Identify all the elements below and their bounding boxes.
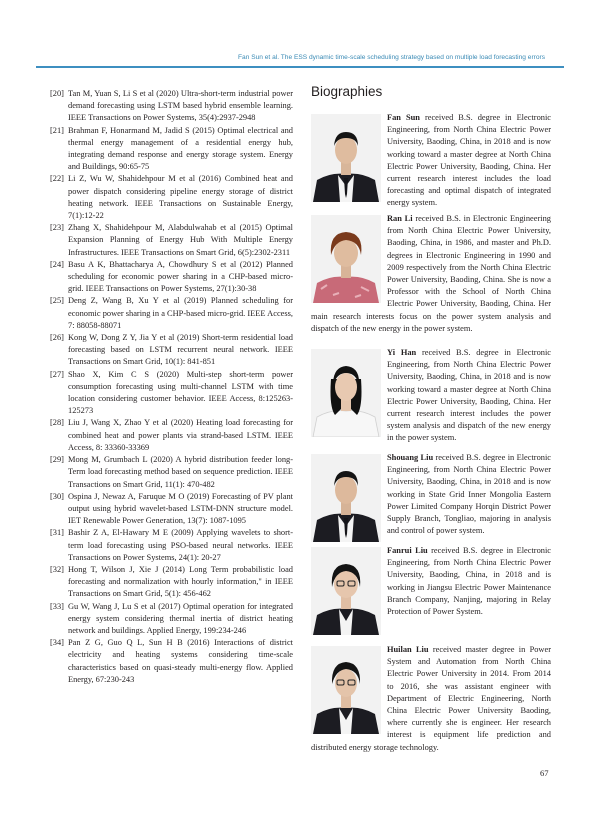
- author-name: Yi Han: [387, 348, 417, 357]
- reference-item: [50, 88, 293, 125]
- reference-text: Shao X, Kim C S (2020) Multi-step short-term power consumption forecasting using multi-channel LSTM with time location considering customer behavior. IEEE Access, 8:125263-125273: [68, 369, 293, 416]
- author-bio-text: received B.S. degree in Electronic Engineering, from North China Electric Power University, Baoding, China, in 2018 and is working in Jiangsu Electric Power Maintenance Branch Company, Nanjing, majoring in Relay Protection of Power System.: [387, 546, 551, 617]
- author-photo: [311, 349, 381, 437]
- reference-item: [50, 173, 293, 222]
- reference-item: [50, 417, 293, 454]
- author-name: Ran Li: [387, 214, 413, 223]
- reference-number: [28]: [50, 418, 64, 428]
- reference-item: [50, 259, 293, 296]
- reference-number: [23]: [50, 223, 64, 233]
- author-name: Huilan Liu: [387, 645, 429, 654]
- biography-shouang-liu: [311, 452, 551, 544]
- reference-list: [50, 88, 293, 686]
- author-bio-text: received B.S. degree in Electronic Engineering, from North China Electric Power University, Baoding, China, in 2018 and is now working in State Grid Inner Mongolia Eastern Power Limited Company Horqin District Power Supply Branch, Tongliao, majoring in analysis and control of power system.: [387, 453, 551, 536]
- author-photo: [311, 646, 381, 734]
- reference-text: Basu A K, Bhattacharya A, Chowdhury S et al (2012) Planned scheduling for economic power sharing in a CHP-based micro-grid. IEEE Transactions on Power Systems, 27(1):30-38: [68, 259, 293, 294]
- reference-item: [50, 601, 293, 638]
- author-photo: [311, 114, 381, 202]
- running-header: Fan Sun et al. The ESS dynamic time-scale scheduling strategy based on multiple load forecasting errors: [238, 54, 546, 61]
- reference-number: [22]: [50, 174, 64, 184]
- author-name: Shouang Liu: [387, 453, 434, 462]
- author-bio-text: received B.S. degree in Electronic Engineering, from North China Electric Power University, Baoding, China, in 2018 and is now working toward a master degree at North China Electric Power University, Baoding, China. Her current research interest includes the power system analysis and dispatch of the new energy in the power system.: [387, 348, 551, 443]
- reference-text: Kong W, Dong Z Y, Jia Y et al (2019) Short-term residential load forecasting based on LSTM recurrent neural network. IEEE Transactions on Smart Grid, 10(1): 841-851: [68, 333, 293, 367]
- header-rule: [36, 66, 564, 68]
- reference-number: [31]: [50, 528, 64, 538]
- biography-fanrui-liu: [311, 545, 551, 637]
- reference-item: [50, 295, 293, 332]
- author-photo: [311, 454, 381, 542]
- reference-number: [27]: [50, 369, 64, 379]
- reference-number: [33]: [50, 601, 64, 611]
- reference-number: [30]: [50, 491, 64, 501]
- reference-text: Deng Z, Wang B, Xu Y et al (2019) Planned scheduling for economic power sharing in a CHP-based micro-grid. IEEE Access, 7: 88058-88071: [68, 296, 293, 330]
- reference-text: Brahman F, Honarmand M, Jadid S (2015) Optimal electrical and thermal energy management of a residential energy hub, integrating demand response and energy storage system. Energy and Buildings, 90:65-75: [68, 125, 293, 172]
- reference-item: [50, 527, 293, 564]
- reference-number: [21]: [50, 125, 64, 135]
- reference-text: Li Z, Wu W, Shahidehpour M et al (2016) Combined heat and power dispatch considering pipeline energy storage of district heating network. IEEE Transactions on Sustainable Energy, 7(1):12-22: [68, 174, 293, 221]
- author-bio-text: received master degree in Power System and Automation from North China Electric Power University in 2014. From 2014 to 2016, she was assistant engineer with Department of Electric Engineering, North China Electric Power University Baoding, where currently she is engineer. Her research interest is equipment life prediction and distributed energy storage technology.: [311, 645, 551, 752]
- reference-text: Pan Z G, Guo Q L, Sun H B (2016) Interactions of district electricity and heating systems considering time-scale characteristics based on quasi-steady multi-energy flow. Applied Energy, 67:230-243: [68, 638, 293, 684]
- reference-number: [34]: [50, 638, 64, 648]
- reference-text: Bashir Z A, El-Hawary M E (2009) Applying wavelets to short-term load forecasting using PSO-based neural networks. IEEE Transactions on Power Systems, 24(1): 20-27: [68, 528, 293, 562]
- reference-item: [50, 369, 293, 418]
- author-bio-text: received B.S. degree in Electronic Engineering, from North China Electric Power University, Baoding, China, in 2018 and is now working toward a master degree at North China Electric Power University, Baoding, China. Her current research interest includes the load forecasting and optimal dispatch of integrated energy system.: [387, 113, 551, 208]
- biographies-heading: Biographies: [311, 84, 383, 99]
- biography-huilan-liu: [311, 644, 551, 754]
- reference-item: [50, 125, 293, 174]
- author-name: Fan Sun: [387, 113, 420, 122]
- reference-item: [50, 491, 293, 528]
- biography-ran-li: [311, 213, 551, 335]
- reference-text: Hong T, Wilson J, Xie J (2014) Long Term probabilistic load forecasting and normalization with hourly information," in IEEE Transactions on Smart Grid, 5(1): 456-462: [68, 564, 293, 599]
- reference-item: [50, 564, 293, 601]
- reference-text: Gu W, Wang J, Lu S et al (2017) Optimal operation for integrated energy system considering thermal inertia of district heating network and buildings. Applied Energy, 199:234-246: [68, 601, 293, 635]
- reference-text: Tan M, Yuan S, Li S et al (2020) Ultra-short-term industrial power demand forecasting using LSTM based hybrid ensemble learning. IEEE Transactions on Power Systems, 35(4):2937-2948: [68, 89, 293, 123]
- author-bio-text: received B.S. in Electronic Engineering from North China Electric Power University, Baoding, China, in 1986, and master and Ph.D. degrees in Electronic Engineering in 1990 and 2009 respectively from the North China Electric Power University, Baoding, China. She is now a Professor with the School of North China Electric Power University, Baoding, China. Her main research interests focus on the power system analysis and dispatch of the new energy in the power system.: [311, 214, 551, 333]
- reference-number: [26]: [50, 333, 64, 343]
- reference-number: [32]: [50, 564, 64, 574]
- reference-text: Liu J, Wang X, Zhao Y et al (2020) Heating load forecasting for combined heat and power plants via strand-based LSTM. IEEE Access, 8: 33360-33369: [68, 418, 293, 452]
- author-photo: [311, 547, 381, 635]
- reference-number: [25]: [50, 296, 64, 306]
- reference-number: [24]: [50, 259, 64, 269]
- reference-item: [50, 454, 293, 491]
- reference-text: Mong M, Grumbach L (2020) A hybrid distribution feeder long-Term load forecasting method based on sequence prediction. IEEE Transactions on Smart Grid, 11(1): 470-482: [68, 455, 293, 489]
- author-name: Fanrui Liu: [387, 546, 428, 555]
- reference-item: [50, 637, 293, 686]
- reference-number: [29]: [50, 455, 64, 465]
- page-number: 67: [540, 768, 549, 778]
- biography-fan-sun: [311, 112, 551, 210]
- reference-text: Ospina J, Newaz A, Faruque M O (2019) Forecasting of PV plant output using hybrid wavelet-based LSTM-DNN structure model. IET Renewable Power Generation, 13(7): 1087-1095: [68, 491, 293, 526]
- reference-item: [50, 332, 293, 369]
- author-photo: [311, 215, 381, 303]
- biography-yi-han: [311, 347, 551, 445]
- reference-number: [20]: [50, 89, 64, 98]
- reference-item: [50, 222, 293, 259]
- reference-text: Zhang X, Shahidehpour M, Alabdulwahab et al (2015) Optimal Expansion Planning of Energy Hub With Multiple Energy Infrastructures. IEEE Transactions on Smart Grid, 6(5):2302-2311: [68, 223, 293, 257]
